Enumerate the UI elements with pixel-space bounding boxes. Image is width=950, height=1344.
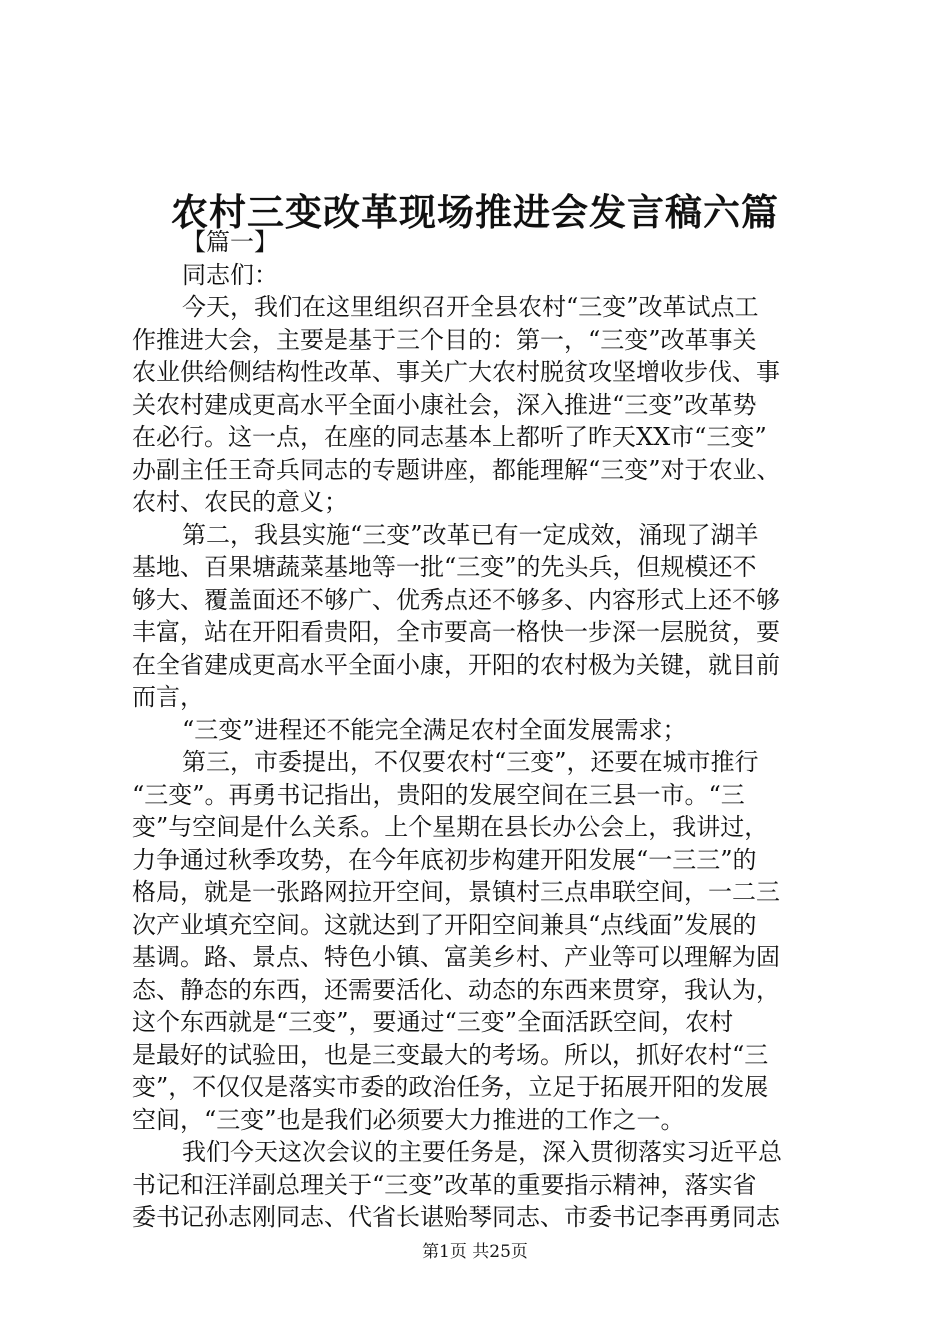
paragraph-line: “三变”。再勇书记指出，贵阳的发展空间在三县一市。“三 xyxy=(132,780,745,809)
paragraph-line: “三变”进程还不能完全满足农村全面发展需求； xyxy=(182,715,687,744)
document-title: 农村三变改革现场推进会发言稿六篇 xyxy=(171,190,779,234)
paragraph-1 xyxy=(132,291,832,519)
paragraph-line: 格局，就是一张路网拉开空间，景镇村三点串联空间，一二三 xyxy=(132,878,780,906)
paragraph-line: 农村、农民的意义； xyxy=(132,488,348,516)
paragraph-line: 第二，我县实施“三变”改革已有一定成效，涌现了湖羊 xyxy=(182,520,759,549)
paragraph-line: 空间，“三变”也是我们必须要大力推进的工作之一。 xyxy=(132,1105,685,1134)
paragraph-line: 关农村建成更高水平全面小康社会，深入推进“三变”改革势 xyxy=(132,390,757,419)
paragraph-line: 态、静态的东西，还需要活化、动态的东西来贯穿，我认为， xyxy=(132,975,780,1004)
paragraph-2 xyxy=(132,519,832,714)
paragraph-line: 变”与空间是什么关系。上个星期在县长办公会上，我讲过， xyxy=(132,813,769,841)
paragraph-line: 我们今天这次会议的主要任务是，深入贯彻落实习近平总 xyxy=(182,1138,782,1166)
section-label: 【篇一】 xyxy=(182,228,278,256)
paragraph-line: 这个东西就是“三变”，要通过“三变”全面活跃空间，农村 xyxy=(132,1008,734,1036)
paragraph-line: 农业供给侧结构性改革、事关广大农村脱贫攻坚增收步伐、事 xyxy=(132,358,780,386)
paragraph-line: 在全省建成更高水平全面小康，开阳的农村极为关键，就目前 xyxy=(132,650,780,679)
paragraph-line: 作推进大会，主要是基于三个目的：第一，“三变”改革事关 xyxy=(132,325,757,354)
salutation: 同志们： xyxy=(182,260,278,289)
paragraph-line: 够大、覆盖面还不够广、优秀点还不够多、内容形式上还不够 xyxy=(132,585,780,614)
page-number-footer: 第1页 共25页 xyxy=(422,1242,528,1262)
paragraph-line: 书记和汪洋副总理关于“三变”改革的重要指示精神，落实省 xyxy=(132,1170,757,1199)
paragraph-line: 基地、百果塘蔬菜基地等一批“三变”的先头兵，但规模还不 xyxy=(132,553,757,581)
paragraph-line: 今天，我们在这里组织召开全县农村“三变”改革试点工 xyxy=(182,293,759,321)
paragraph-line: 是最好的试验田，也是三变最大的考场。所以，抓好农村“三 xyxy=(132,1040,769,1069)
paragraph-5 xyxy=(132,1136,832,1234)
paragraph-line: 第三，市委提出，不仅要农村“三变”，还要在城市推行 xyxy=(182,748,759,776)
paragraph-line: 次产业填充空间。这就达到了开阳空间兼具“点线面”发展的 xyxy=(132,910,757,939)
paragraph-line: 在必行。这一点，在座的同志基本上都听了昨天XX市“三变” xyxy=(132,423,767,451)
paragraph-line: 丰富，站在开阳看贵阳，全市要高一格快一步深一层脱贫，要 xyxy=(132,618,780,646)
paragraph-line: 变”，不仅仅是落实市委的政治任务，立足于拓展开阳的发展 xyxy=(132,1073,769,1101)
paragraph-line: 办副主任王奇兵同志的专题讲座，都能理解“三变”对于农业、 xyxy=(132,455,781,484)
paragraph-line: 而言， xyxy=(132,683,204,711)
document-body xyxy=(132,226,832,1234)
paragraph-line: 力争通过秋季攻势，在今年底初步构建开阳发展“一三三”的 xyxy=(132,845,757,874)
paragraph-3 xyxy=(132,714,832,747)
paragraph-line: 基调。路、景点、特色小镇、富美乡村、产业等可以理解为固 xyxy=(132,943,780,971)
paragraph-line: 委书记孙志刚同志、代省长谌贻琴同志、市委书记李再勇同志 xyxy=(132,1203,780,1231)
paragraph-4 xyxy=(132,746,832,1136)
